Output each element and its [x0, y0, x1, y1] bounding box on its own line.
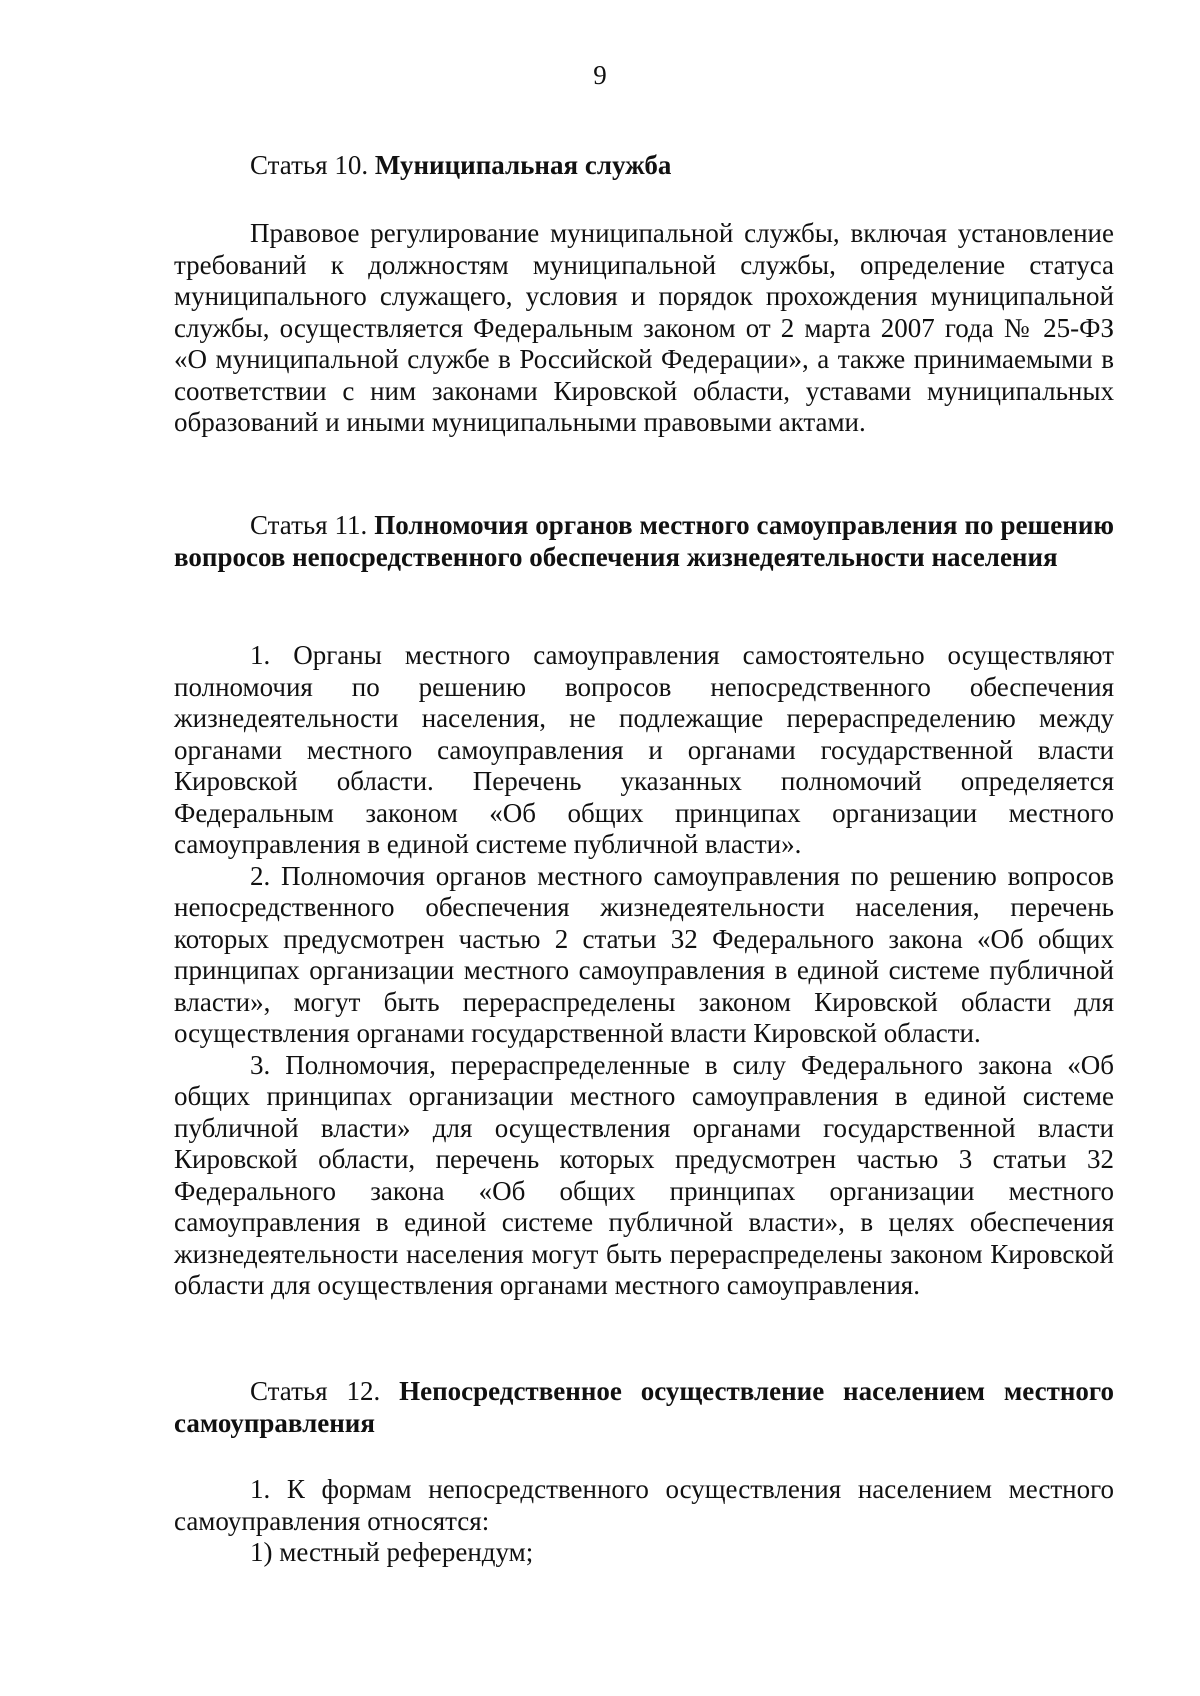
article-11-heading — [174, 510, 1114, 573]
article-12-body — [174, 1474, 1114, 1569]
article-10-heading — [174, 150, 1114, 182]
article-10-label: Статья 10. — [250, 150, 369, 180]
article-12-title: Непосредственное осуществление населением местного самоуправления — [174, 1376, 1115, 1438]
article-11-body — [174, 640, 1114, 1302]
article-12-item-1: 1. К формам непосредственного осуществления населением местного самоуправления относятся: — [174, 1474, 1114, 1536]
article-11-item-2: 2. Полномочия органов местного самоуправления по решению вопросов непосредственного обеспечения жизнедеятельности населения, перечень которых предусмотрен частью 2 статьи 32 Федерального закона «Об общих принципах организации местного самоуправления в единой системе публичной власти», могут быть перераспределены законом Кировской области для осуществления органами государственной власти Кировской области. — [174, 860, 1114, 1048]
article-12-heading — [174, 1376, 1114, 1439]
article-11-item-1: 1. Органы местного самоуправления самостоятельно осуществляют полномочия по решению вопросов непосредственного обеспечения жизнедеятельности населения, не подлежащие перераспределению между органами местного самоуправления и органами государственной власти Кировской области. Перечень указанных полномочий определяется Федеральным законом «Об общих принципах организации местного самоуправления в единой системе публичной власти». — [174, 640, 1114, 859]
article-11-title: Полномочия органов местного самоуправления по решению вопросов непосредственного обеспечения жизнедеятельности населения — [174, 510, 1115, 572]
article-10-body — [174, 218, 1114, 439]
article-10-paragraph: Правовое регулирование муниципальной службы, включая установление требований к должностям муниципальной службы, определение статуса муниципального служащего, условия и порядок прохождения муниципальной службы, осуществляется Федеральным законом от 2 марта 2007 года № 25-ФЗ «О муниципальной службе в Российской Федерации», а также принимаемыми в соответствии с ним законами Кировской области, уставами муниципальных образований и иными муниципальными правовыми актами. — [174, 218, 1114, 437]
page-number: 9 — [593, 60, 607, 90]
article-12-label: Статья 12. — [250, 1376, 381, 1406]
article-12-item-2: 1) местный референдум; — [250, 1537, 534, 1567]
article-10-title: Муниципальная служба — [374, 150, 672, 180]
article-11-label: Статья 11. — [250, 510, 368, 540]
article-11-item-3: 3. Полномочия, перераспределенные в силу Федерального закона «Об общих принципах организации местного самоуправления в единой системе публичной власти» для осуществления органами государственной власти Кировской области, перечень которых предусмотрен частью 3 статьи 32 Федерального закона «Об общих принципах организации местного самоуправления в единой системе публичной власти», в целях обеспечения жизнедеятельности населения могут быть перераспределены законом Кировской области для осуществления органами местного самоуправления. — [174, 1049, 1114, 1300]
